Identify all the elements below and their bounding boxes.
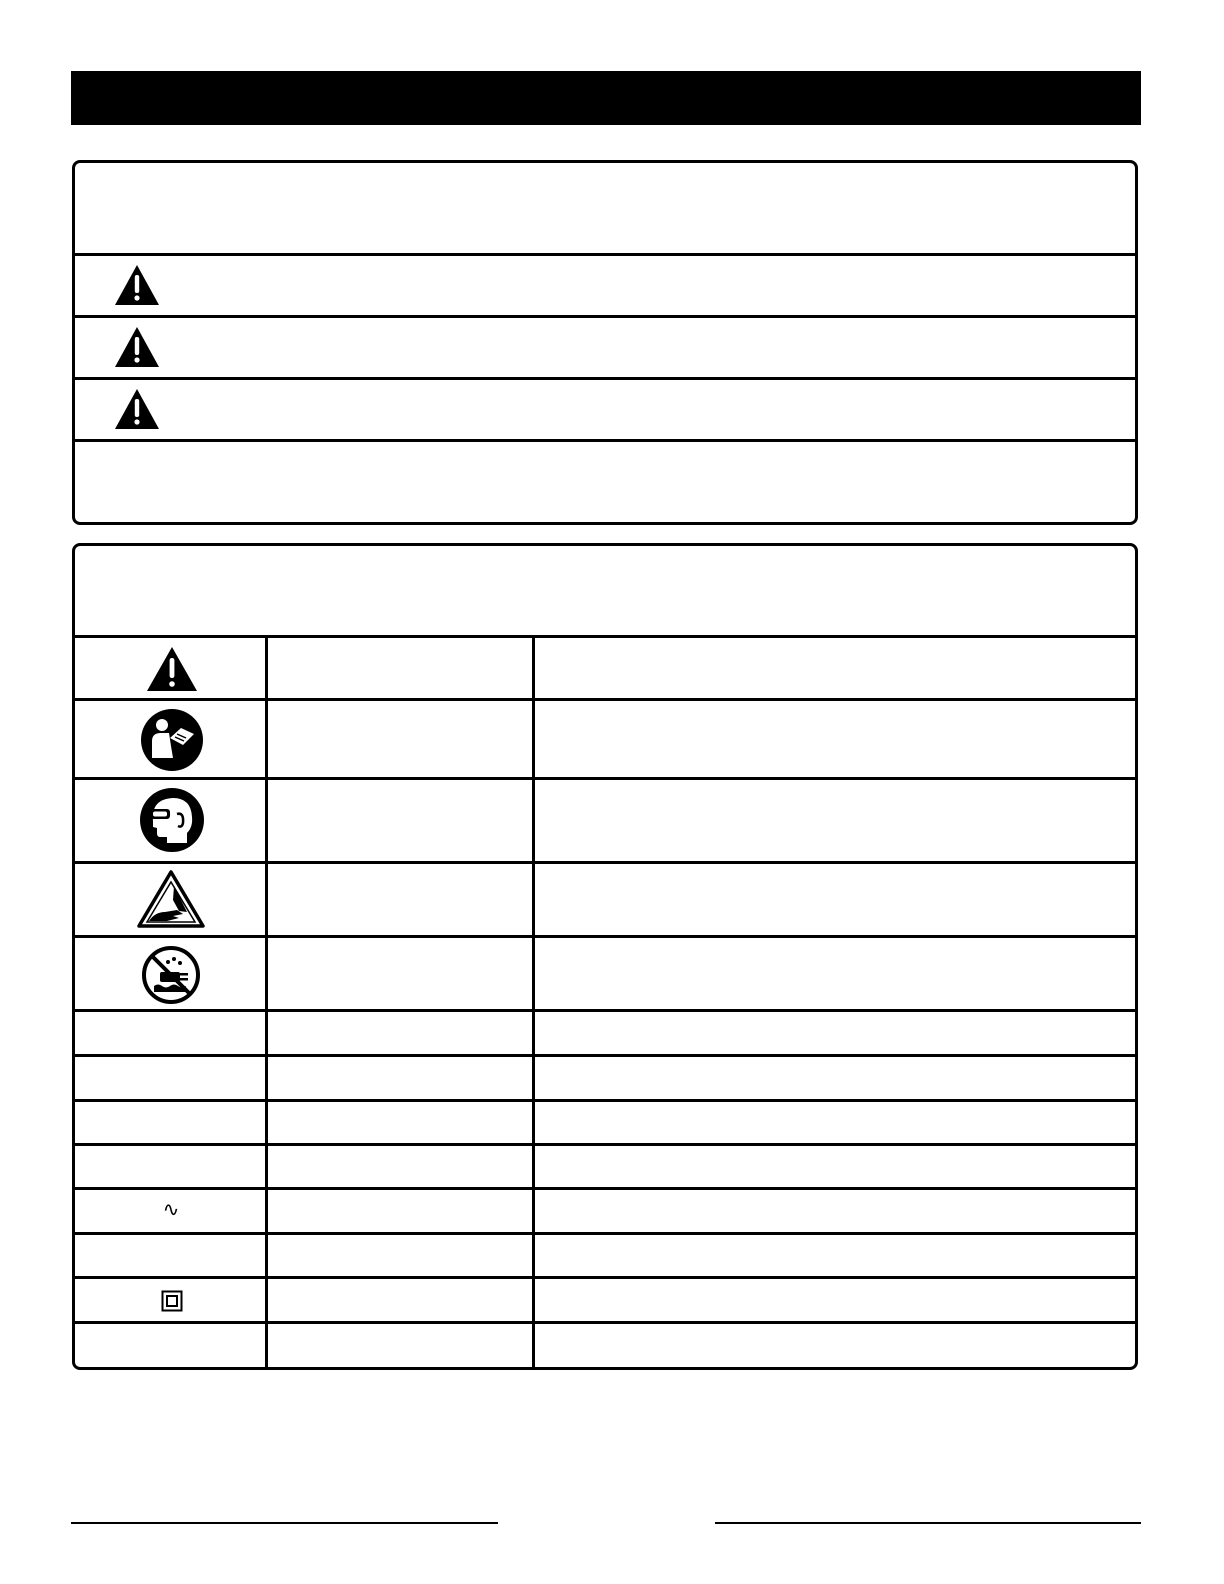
- read-manual-icon: [140, 708, 204, 777]
- warning-triangle-icon: [113, 263, 161, 312]
- section-header-bar: [71, 71, 1141, 125]
- row-divider: [75, 377, 1135, 380]
- safety-alert-icon: [145, 645, 199, 698]
- no-wet-conditions-icon: [142, 946, 200, 1009]
- footer-rule-left: [71, 1522, 498, 1524]
- warning-triangle-icon: [113, 325, 161, 374]
- column-divider: [265, 635, 268, 1367]
- row-divider: [75, 635, 1135, 638]
- eye-protection-icon: [139, 787, 205, 858]
- footer-rule-right: [715, 1522, 1141, 1524]
- row-divider: [75, 698, 1135, 701]
- row-divider: [75, 1099, 1135, 1102]
- row-divider: [75, 1276, 1135, 1279]
- row-divider: [75, 315, 1135, 318]
- row-divider: [75, 253, 1135, 256]
- row-divider: [75, 1009, 1135, 1012]
- alternating-current-icon: ∿: [162, 1199, 180, 1221]
- row-divider: [75, 777, 1135, 780]
- row-divider: [75, 1187, 1135, 1190]
- row-divider: [75, 1232, 1135, 1235]
- row-divider: [75, 935, 1135, 938]
- symbols-table-box: [72, 543, 1138, 1370]
- signal-words-box: [72, 160, 1138, 525]
- class-ii-construction-icon: [161, 1290, 183, 1317]
- row-divider: [75, 1321, 1135, 1324]
- row-divider: [75, 1054, 1135, 1057]
- cut-hazard-icon: [137, 870, 205, 933]
- warning-triangle-icon: [113, 387, 161, 436]
- row-divider: [75, 439, 1135, 442]
- column-divider: [532, 635, 535, 1367]
- row-divider: [75, 1143, 1135, 1146]
- row-divider: [75, 861, 1135, 864]
